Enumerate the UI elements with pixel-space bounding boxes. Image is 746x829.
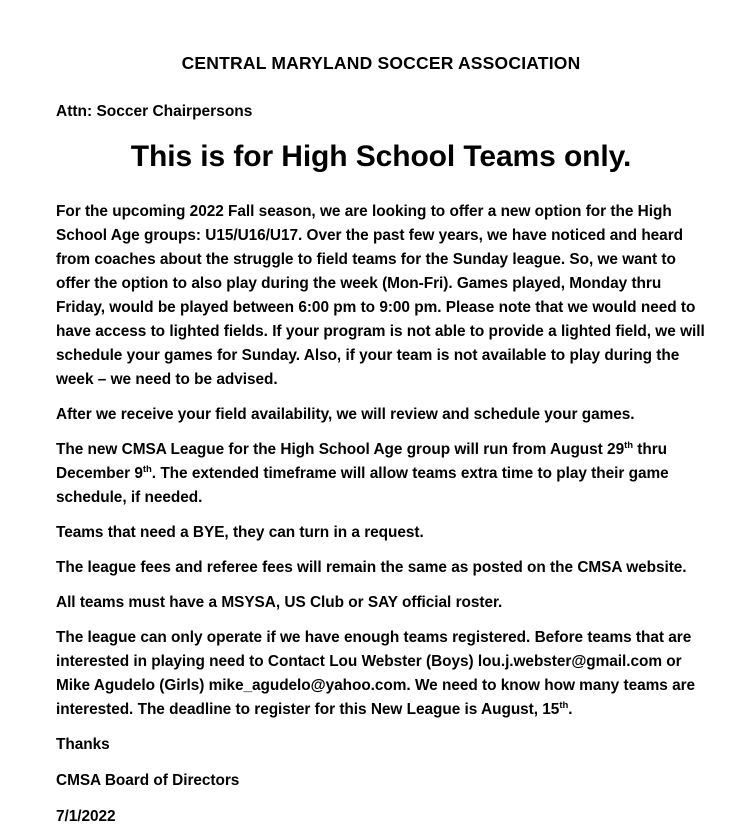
paragraph-overview: For the upcoming 2022 Fall season, we are looking to offer a new option for the High School Age groups: U15/U16/U17. Over the past few years, we have noticed and heard from coaches about the struggle to field teams for the Sunday league. So, we want to offer the option to also play during the week (Mon-Fri). Games played, Monday thru Friday, would be played between 6:00 pm to 9:00 pm. Please note that we would need to have access to lighted fields. If your program is not able to provide a lighted field, we will schedule your games for Sunday. Also, if your team is not available to play during the week – we need to be advised. bbox=[56, 202, 705, 388]
paragraph-fees: The league fees and referee fees will remain the same as posted on the CMSA website. bbox=[56, 558, 687, 576]
attention-line: Attn: Soccer Chairpersons bbox=[56, 103, 253, 120]
paragraph-bye-request: Teams that need a BYE, they can turn in a request. bbox=[56, 523, 424, 541]
ordinal-suffix-deadline: th bbox=[559, 699, 569, 711]
contact-registration-period: . bbox=[568, 700, 573, 718]
signoff-thanks: Thanks bbox=[56, 735, 110, 753]
paragraph-contact-registration bbox=[56, 626, 706, 722]
league-dates-text-end: . The extended timeframe will allow teams extra time to play their game schedule, if needed. bbox=[56, 464, 669, 506]
signoff-board: CMSA Board of Directors bbox=[56, 771, 240, 789]
paragraph-field-availability: After we receive your field availability, we will review and schedule your games. bbox=[56, 405, 635, 423]
league-dates-text-start: The new CMSA League for the High School Age group will run from August 29 bbox=[56, 440, 625, 458]
signoff-date: 7/1/2022 bbox=[56, 807, 116, 825]
organization-header: CENTRAL MARYLAND SOCCER ASSOCIATION bbox=[181, 53, 581, 73]
league-dates-text-middle: thru December 9 bbox=[56, 440, 668, 482]
document-body bbox=[56, 175, 706, 829]
contact-registration-text: The league can only operate if we have enough teams registered. Before teams that are interested in playing need to Contact Lou Webster (Boys) lou.j.webster@gmail.com or Mike Agudelo (Girls) mike_agudelo@yahoo.com. We need to know how many teams are interested. The deadline to register for this New League is August, 15 bbox=[56, 628, 696, 718]
document-content bbox=[56, 0, 706, 829]
ordinal-suffix-august: th bbox=[624, 439, 633, 451]
paragraph-league-dates bbox=[56, 438, 706, 510]
paragraph-roster-requirement: All teams must have a MSYSA, US Club or SAY official roster. bbox=[56, 593, 503, 611]
document-title: This is for High School Teams only. bbox=[130, 140, 632, 174]
ordinal-suffix-december: th bbox=[142, 463, 152, 475]
